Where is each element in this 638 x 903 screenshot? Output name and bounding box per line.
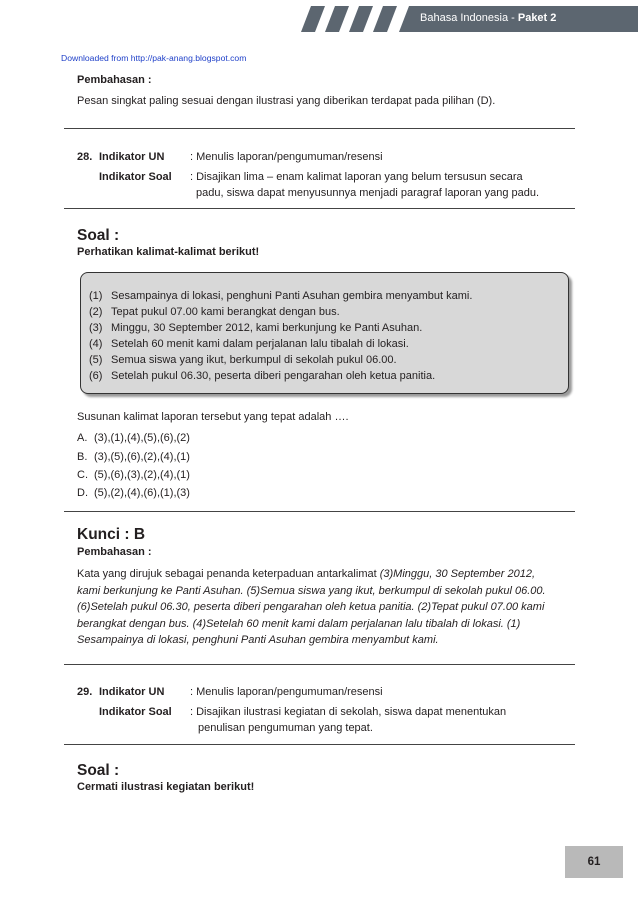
- divider: [64, 511, 575, 512]
- q28-pembahasan-label: Pembahasan :: [77, 546, 152, 558]
- sentence-item: (1) Sesampainya di lokasi, penghuni Panti Asuhan gembira menyambut kami.: [89, 290, 473, 302]
- pembahasan-line: Sesampainya di lokasi, penghuni Panti Asuhan gembira menyambut kami.: [77, 634, 439, 646]
- q28-kunci: Kunci : B: [77, 526, 146, 543]
- pembahasan-line: kami berkunjung ke Panti Asuhan. (5)Semua siswa yang ikut, berkumpul di sekolah pukul 06.00.: [77, 584, 546, 597]
- divider: [64, 208, 575, 209]
- divider: [64, 128, 575, 129]
- answer-option-a[interactable]: A. (3),(1),(4),(5),(6),(2): [77, 432, 190, 444]
- q29-number: 29.: [77, 686, 93, 698]
- intro-pembahasan-label: Pembahasan :: [77, 74, 152, 86]
- answer-option-c[interactable]: C. (5),(6),(3),(2),(4),(1): [77, 469, 190, 481]
- q28-indikator-soal-line2: padu, siswa dapat menyusunnya menjadi paragraf laporan yang padu.: [196, 187, 540, 199]
- answer-option-b[interactable]: B. (3),(5),(6),(2),(4),(1): [77, 451, 190, 463]
- pembahasan-line: berangkat dengan bus. (4)Setelah 60 menit kami dalam perjalanan lalu tibalah di lokasi. (1): [77, 617, 521, 630]
- divider: [64, 664, 575, 665]
- sentence-item: (4) Setelah 60 menit kami dalam perjalanan lalu tibalah di lokasi.: [89, 338, 409, 350]
- q28-instruction: Perhatikan kalimat-kalimat berikut!: [77, 246, 260, 258]
- download-note[interactable]: Downloaded from http://pak-anang.blogspot.com: [61, 53, 247, 63]
- q29-indikator-un-label: Indikator UN: [99, 686, 165, 698]
- q28-indikator-un-label: Indikator UN: [99, 151, 165, 163]
- q29-instruction: Cermati ilustrasi kegiatan berikut!: [77, 781, 255, 793]
- q28-indikator-soal-line1: : Disajikan lima – enam kalimat laporan yang belum tersusun secara: [190, 171, 523, 183]
- q28-indikator-soal-label: Indikator Soal: [99, 171, 172, 183]
- intro-text: Pesan singkat paling sesuai dengan ilustrasi yang diberikan terdapat pada pilihan (D).: [77, 95, 496, 107]
- q28-pembahasan-text: [77, 566, 567, 649]
- q28-indikator-un-text: : Menulis laporan/pengumuman/resensi: [190, 151, 383, 163]
- q29-indikator-soal-line2: penulisan pengumuman yang tepat.: [198, 722, 373, 734]
- sentence-item: (6) Setelah pukul 06.30, peserta diberi pengarahan oleh ketua panitia.: [89, 370, 436, 382]
- divider: [64, 744, 575, 745]
- q29-indikator-soal-line1: : Disajikan ilustrasi kegiatan di sekolah, siswa dapat menentukan: [190, 706, 507, 718]
- q29-soal-label: Soal :: [77, 762, 120, 779]
- answer-option-d[interactable]: D. (5),(2),(4),(6),(1),(3): [77, 487, 190, 499]
- sentence-item: (5) Semua siswa yang ikut, berkumpul di sekolah pukul 06.00.: [89, 354, 397, 366]
- q28-number: 28.: [77, 151, 93, 163]
- page-number: 61: [565, 846, 623, 878]
- q28-soal-label: Soal :: [77, 227, 120, 244]
- pembahasan-line: Kata yang dirujuk sebagai penanda keterpaduan antarkalimat (3)Minggu, 30 September 2012,: [77, 568, 536, 580]
- sentence-item: (3) Minggu, 30 September 2012, kami berkunjung ke Panti Asuhan.: [89, 322, 423, 334]
- pembahasan-line: (6)Setelah pukul 06.30, peserta diberi pengarahan oleh ketua panitia. (2)Tepat pukul 07.00 kami: [77, 601, 545, 613]
- header-title: Bahasa Indonesia - Paket 2: [420, 12, 557, 24]
- q28-question: Susunan kalimat laporan tersebut yang tepat adalah ….: [77, 411, 349, 423]
- sentence-item: (2) Tepat pukul 07.00 kami berangkat dengan bus.: [89, 306, 340, 318]
- q29-indikator-un-text: : Menulis laporan/pengumuman/resensi: [190, 686, 383, 698]
- q29-indikator-soal-label: Indikator Soal: [99, 706, 172, 718]
